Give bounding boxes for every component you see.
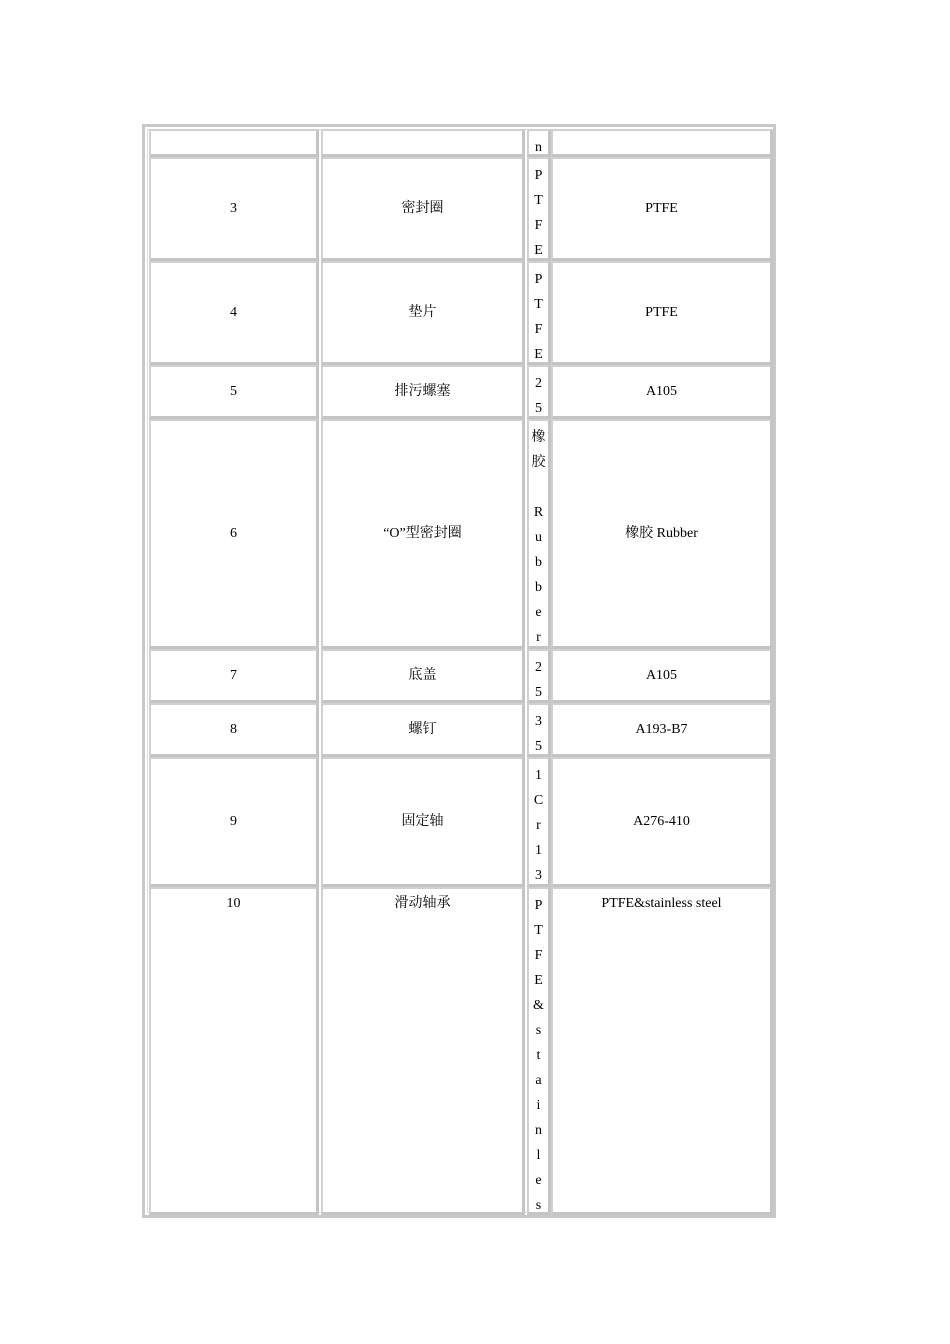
parts-table [142, 124, 776, 1218]
narrow-material-text: 2 5 [535, 376, 542, 416]
part-name-text: 滑动轴承 [394, 896, 451, 911]
narrow-material-text: 3 5 [535, 714, 542, 754]
part-number-cell [149, 261, 319, 365]
part-name-cell [321, 757, 525, 887]
material-cell [551, 757, 773, 887]
material-text: PTFE [645, 304, 678, 320]
part-number-text: 9 [230, 813, 237, 829]
part-name-text: 密封圈 [401, 200, 444, 216]
narrow-material-cell [527, 261, 551, 365]
material-text: A105 [645, 667, 678, 683]
material-cell [551, 157, 773, 261]
narrow-material-text: P T F E & s t a i n l e s [533, 898, 544, 1213]
narrow-material-cell [527, 129, 551, 157]
material-cell [551, 365, 773, 419]
part-name-cell [321, 419, 525, 649]
narrow-material-text: n [535, 140, 542, 155]
part-name-text: 垫片 [408, 304, 437, 320]
parts-table-body [147, 129, 771, 1213]
material-cell [551, 419, 773, 649]
material-text: PTFE [645, 200, 678, 216]
part-number-text: 7 [230, 667, 237, 683]
part-name-text: “O”型密封圈 [383, 525, 462, 541]
part-name-cell [321, 261, 525, 365]
material-cell [551, 129, 773, 157]
part-name-text: 固定轴 [401, 813, 444, 829]
part-number-cell [149, 419, 319, 649]
material-cell [551, 703, 773, 757]
material-text: 橡胶 Rubber [625, 525, 698, 541]
narrow-material-text: 1 C r 1 3 [533, 768, 544, 883]
part-name-cell [321, 157, 525, 261]
material-cell [551, 649, 773, 703]
material-text: A276-410 [633, 813, 690, 829]
part-name-cell [321, 887, 525, 1215]
part-name-cell [321, 703, 525, 757]
material-cell [551, 261, 773, 365]
part-number-text: 8 [230, 721, 237, 737]
material-text: A193-B7 [635, 721, 688, 737]
narrow-material-cell [527, 703, 551, 757]
narrow-material-cell [527, 757, 551, 887]
part-number-cell [149, 649, 319, 703]
material-text: PTFE&stainless steel [601, 896, 722, 911]
material-cell [551, 887, 773, 1215]
narrow-material-text: 2 5 [535, 660, 542, 700]
part-number-cell [149, 365, 319, 419]
part-name-cell [321, 365, 525, 419]
narrow-material-cell [527, 365, 551, 419]
narrow-material-text: P T F E [534, 272, 543, 362]
material-text: A105 [645, 383, 678, 399]
narrow-material-cell [527, 157, 551, 261]
part-number-text: 5 [230, 383, 237, 399]
part-name-cell [321, 129, 525, 157]
part-name-text: 排污螺塞 [394, 383, 451, 399]
part-number-text: 3 [230, 200, 237, 216]
part-name-cell [321, 649, 525, 703]
narrow-material-cell [527, 887, 551, 1215]
part-number-text: 4 [230, 304, 237, 320]
part-name-text: 底盖 [408, 667, 437, 683]
narrow-material-text: P T F E [534, 168, 543, 258]
part-number-text: 10 [226, 896, 241, 911]
part-number-cell [149, 887, 319, 1215]
part-number-cell [149, 757, 319, 887]
part-name-text: 螺钉 [408, 721, 437, 737]
part-number-cell [149, 703, 319, 757]
part-number-text: 6 [230, 525, 237, 541]
part-number-cell [149, 157, 319, 261]
narrow-material-text: 橡 胶 R u b b e r [531, 430, 546, 645]
narrow-material-cell [527, 649, 551, 703]
part-number-cell [149, 129, 319, 157]
narrow-material-cell [527, 419, 551, 649]
